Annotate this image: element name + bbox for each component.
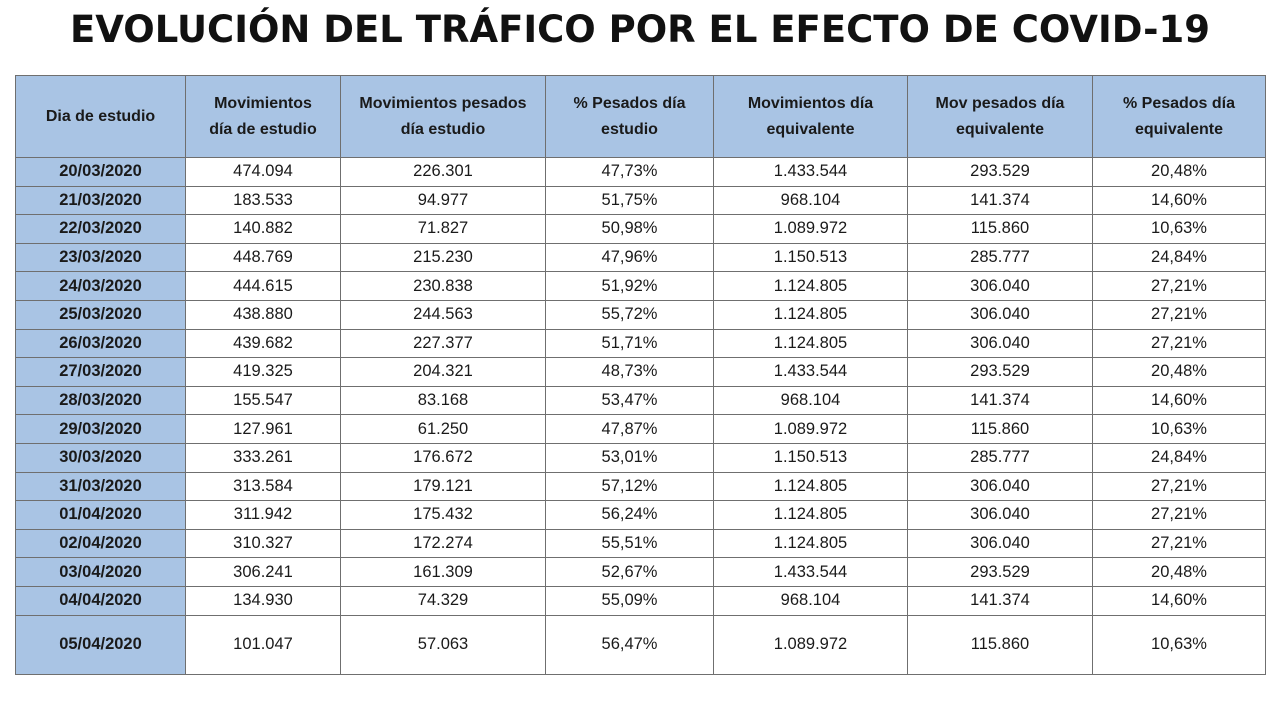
column-header <box>908 76 1093 158</box>
value-cell: 141.374 <box>908 386 1093 415</box>
value-cell: 10,63% <box>1093 615 1266 674</box>
value-cell: 61.250 <box>341 415 546 444</box>
value-cell: 1.124.805 <box>714 472 908 501</box>
value-cell: 53,01% <box>546 443 714 472</box>
value-cell: 74.329 <box>341 586 546 615</box>
value-cell: 155.547 <box>186 386 341 415</box>
table-row <box>16 243 1266 272</box>
value-cell: 175.432 <box>341 501 546 530</box>
value-cell: 20,48% <box>1093 158 1266 187</box>
value-cell: 24,84% <box>1093 243 1266 272</box>
value-cell: 27,21% <box>1093 472 1266 501</box>
value-cell: 968.104 <box>714 386 908 415</box>
value-cell: 474.094 <box>186 158 341 187</box>
value-cell: 1.124.805 <box>714 529 908 558</box>
date-cell: 30/03/2020 <box>16 443 186 472</box>
value-cell: 53,47% <box>546 386 714 415</box>
column-header-line: Movimientos día <box>747 94 874 112</box>
value-cell: 51,71% <box>546 329 714 358</box>
table-header-row <box>16 76 1266 158</box>
column-header-line: Movimientos pesados <box>359 94 527 112</box>
value-cell: 313.584 <box>186 472 341 501</box>
value-cell: 14,60% <box>1093 386 1266 415</box>
value-cell: 57.063 <box>341 615 546 674</box>
table-row <box>16 272 1266 301</box>
value-cell: 115.860 <box>908 415 1093 444</box>
date-cell: 22/03/2020 <box>16 215 186 244</box>
value-cell: 1.124.805 <box>714 300 908 329</box>
value-cell: 310.327 <box>186 529 341 558</box>
value-cell: 55,51% <box>546 529 714 558</box>
value-cell: 1.433.544 <box>714 358 908 387</box>
value-cell: 55,09% <box>546 586 714 615</box>
value-cell: 140.882 <box>186 215 341 244</box>
table-row <box>16 501 1266 530</box>
value-cell: 306.040 <box>908 501 1093 530</box>
value-cell: 306.241 <box>186 558 341 587</box>
column-header <box>341 76 546 158</box>
value-cell: 306.040 <box>908 272 1093 301</box>
date-cell: 26/03/2020 <box>16 329 186 358</box>
value-cell: 438.880 <box>186 300 341 329</box>
column-header <box>186 76 341 158</box>
value-cell: 141.374 <box>908 586 1093 615</box>
value-cell: 1.150.513 <box>714 243 908 272</box>
value-cell: 293.529 <box>908 358 1093 387</box>
value-cell: 204.321 <box>341 358 546 387</box>
column-header-line: Dia de estudio <box>45 107 156 125</box>
column-header-line: Movimientos <box>214 94 312 112</box>
value-cell: 183.533 <box>186 186 341 215</box>
table-row <box>16 158 1266 187</box>
table-row <box>16 472 1266 501</box>
table-row <box>16 615 1266 674</box>
value-cell: 226.301 <box>341 158 546 187</box>
value-cell: 333.261 <box>186 443 341 472</box>
value-cell: 439.682 <box>186 329 341 358</box>
value-cell: 179.121 <box>341 472 546 501</box>
column-header <box>1093 76 1266 158</box>
date-cell: 23/03/2020 <box>16 243 186 272</box>
value-cell: 1.433.544 <box>714 558 908 587</box>
value-cell: 27,21% <box>1093 501 1266 530</box>
value-cell: 306.040 <box>908 529 1093 558</box>
value-cell: 56,24% <box>546 501 714 530</box>
value-cell: 115.860 <box>908 615 1093 674</box>
value-cell: 161.309 <box>341 558 546 587</box>
value-cell: 227.377 <box>341 329 546 358</box>
value-cell: 10,63% <box>1093 415 1266 444</box>
value-cell: 1.089.972 <box>714 615 908 674</box>
value-cell: 47,87% <box>546 415 714 444</box>
date-cell: 28/03/2020 <box>16 386 186 415</box>
value-cell: 47,96% <box>546 243 714 272</box>
value-cell: 134.930 <box>186 586 341 615</box>
value-cell: 285.777 <box>908 243 1093 272</box>
table-row <box>16 300 1266 329</box>
table-row <box>16 215 1266 244</box>
value-cell: 20,48% <box>1093 558 1266 587</box>
date-cell: 20/03/2020 <box>16 158 186 187</box>
value-cell: 968.104 <box>714 186 908 215</box>
value-cell: 968.104 <box>714 586 908 615</box>
value-cell: 285.777 <box>908 443 1093 472</box>
date-cell: 03/04/2020 <box>16 558 186 587</box>
value-cell: 1.124.805 <box>714 329 908 358</box>
value-cell: 51,75% <box>546 186 714 215</box>
value-cell: 27,21% <box>1093 529 1266 558</box>
value-cell: 448.769 <box>186 243 341 272</box>
table-body <box>16 158 1266 675</box>
date-cell: 31/03/2020 <box>16 472 186 501</box>
value-cell: 293.529 <box>908 158 1093 187</box>
column-header <box>714 76 908 158</box>
date-cell: 24/03/2020 <box>16 272 186 301</box>
value-cell: 1.124.805 <box>714 272 908 301</box>
value-cell: 52,67% <box>546 558 714 587</box>
column-header <box>16 76 186 158</box>
table-row <box>16 329 1266 358</box>
column-header-line: día de estudio <box>209 120 317 138</box>
page-title: EVOLUCIÓN DEL TRÁFICO POR EL EFECTO DE COVID-19 <box>70 8 1210 51</box>
value-cell: 244.563 <box>341 300 546 329</box>
value-cell: 94.977 <box>341 186 546 215</box>
value-cell: 57,12% <box>546 472 714 501</box>
value-cell: 83.168 <box>341 386 546 415</box>
value-cell: 10,63% <box>1093 215 1266 244</box>
column-header-line: % Pesados día <box>573 94 686 112</box>
value-cell: 444.615 <box>186 272 341 301</box>
date-cell: 29/03/2020 <box>16 415 186 444</box>
value-cell: 306.040 <box>908 472 1093 501</box>
date-cell: 25/03/2020 <box>16 300 186 329</box>
column-header-line: día estudio <box>400 120 486 138</box>
value-cell: 419.325 <box>186 358 341 387</box>
value-cell: 51,92% <box>546 272 714 301</box>
value-cell: 1.433.544 <box>714 158 908 187</box>
value-cell: 27,21% <box>1093 300 1266 329</box>
value-cell: 230.838 <box>341 272 546 301</box>
value-cell: 306.040 <box>908 329 1093 358</box>
table-row <box>16 358 1266 387</box>
table-row <box>16 443 1266 472</box>
table-row <box>16 386 1266 415</box>
value-cell: 1.089.972 <box>714 415 908 444</box>
traffic-table <box>15 75 1266 675</box>
value-cell: 14,60% <box>1093 186 1266 215</box>
table-row <box>16 415 1266 444</box>
value-cell: 27,21% <box>1093 272 1266 301</box>
value-cell: 172.274 <box>341 529 546 558</box>
value-cell: 1.089.972 <box>714 215 908 244</box>
date-cell: 01/04/2020 <box>16 501 186 530</box>
table-row <box>16 586 1266 615</box>
value-cell: 311.942 <box>186 501 341 530</box>
value-cell: 1.150.513 <box>714 443 908 472</box>
date-cell: 04/04/2020 <box>16 586 186 615</box>
value-cell: 215.230 <box>341 243 546 272</box>
table-row <box>16 186 1266 215</box>
value-cell: 47,73% <box>546 158 714 187</box>
value-cell: 27,21% <box>1093 329 1266 358</box>
value-cell: 101.047 <box>186 615 341 674</box>
value-cell: 293.529 <box>908 558 1093 587</box>
value-cell: 1.124.805 <box>714 501 908 530</box>
date-cell: 02/04/2020 <box>16 529 186 558</box>
column-header-line: equivalente <box>955 120 1045 138</box>
column-header-line: Mov pesados día <box>935 94 1065 112</box>
value-cell: 24,84% <box>1093 443 1266 472</box>
value-cell: 55,72% <box>546 300 714 329</box>
value-cell: 115.860 <box>908 215 1093 244</box>
value-cell: 48,73% <box>546 358 714 387</box>
date-cell: 27/03/2020 <box>16 358 186 387</box>
value-cell: 306.040 <box>908 300 1093 329</box>
column-header <box>546 76 714 158</box>
column-header-line: estudio <box>601 120 658 138</box>
value-cell: 14,60% <box>1093 586 1266 615</box>
value-cell: 56,47% <box>546 615 714 674</box>
value-cell: 71.827 <box>341 215 546 244</box>
date-cell: 21/03/2020 <box>16 186 186 215</box>
table-row <box>16 558 1266 587</box>
value-cell: 20,48% <box>1093 358 1266 387</box>
value-cell: 176.672 <box>341 443 546 472</box>
value-cell: 50,98% <box>546 215 714 244</box>
table-row <box>16 529 1266 558</box>
column-header-line: equivalente <box>766 120 855 138</box>
column-header-line: % Pesados día <box>1122 94 1236 112</box>
value-cell: 127.961 <box>186 415 341 444</box>
value-cell: 141.374 <box>908 186 1093 215</box>
column-header-line: equivalente <box>1134 120 1224 138</box>
date-cell: 05/04/2020 <box>16 615 186 674</box>
